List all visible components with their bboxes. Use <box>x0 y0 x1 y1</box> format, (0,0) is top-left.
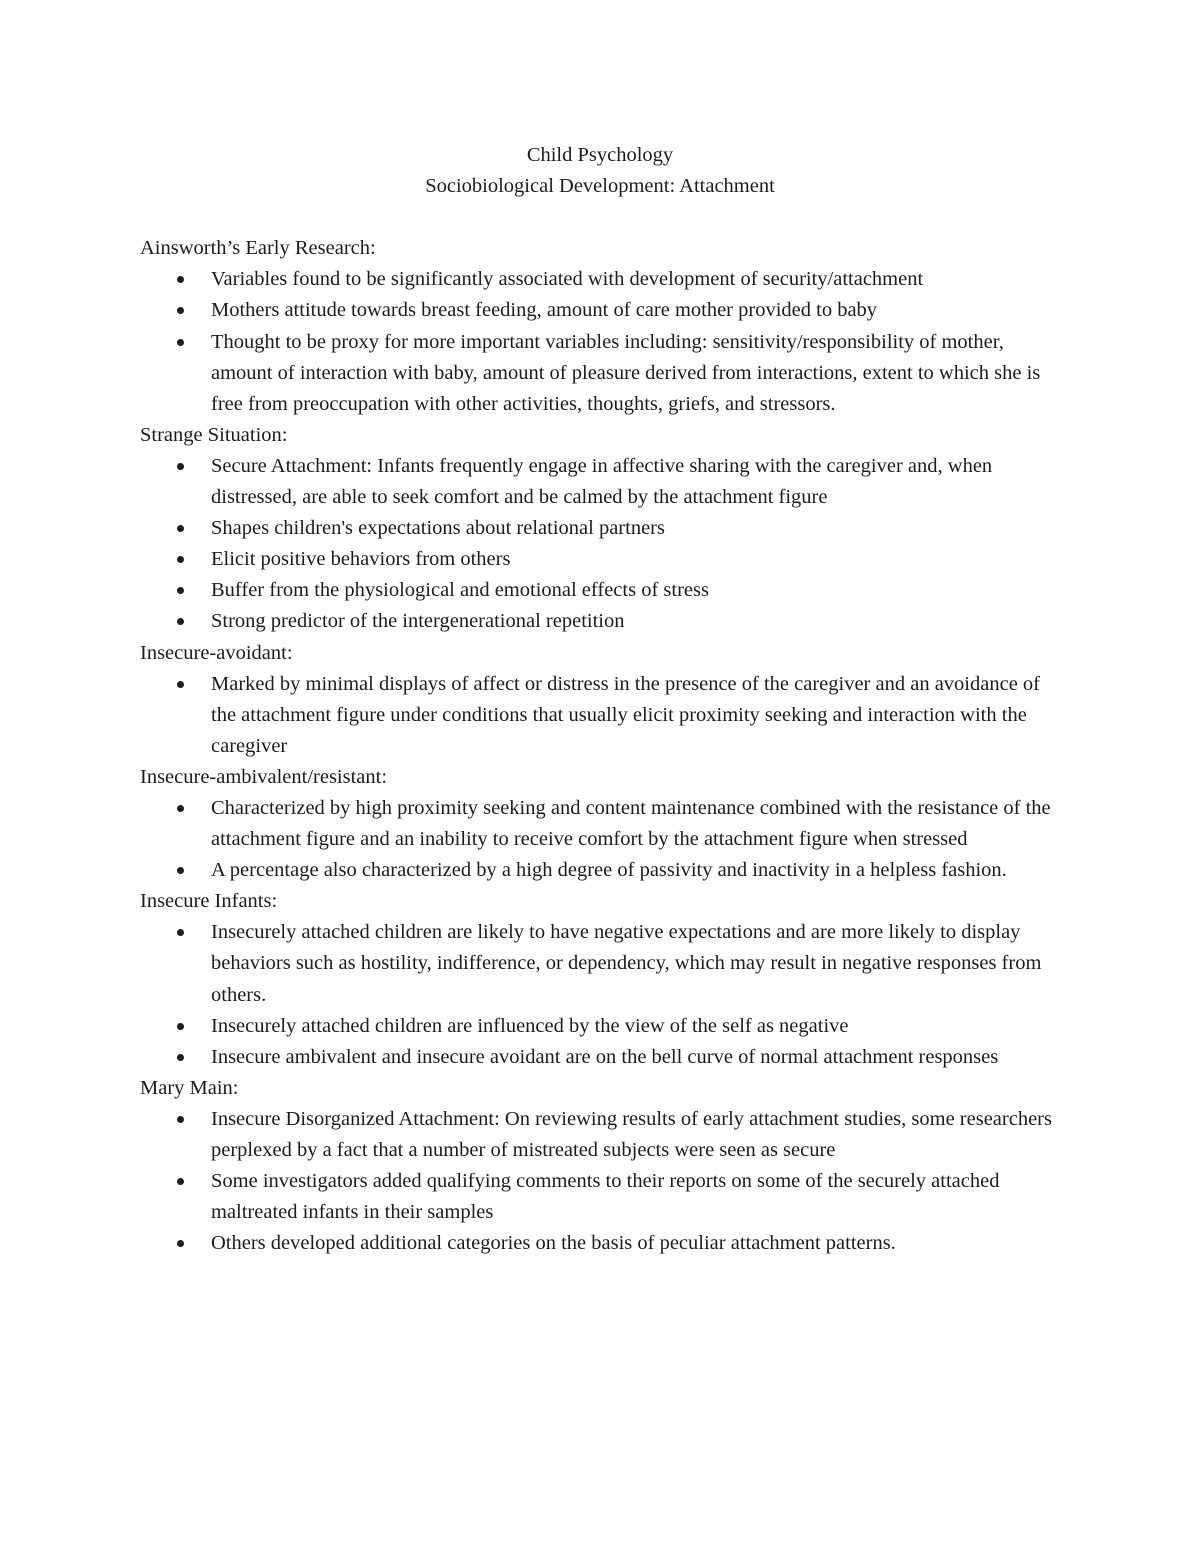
bullet-item: Secure Attachment: Infants frequently engage in affective sharing with the caregiver and, when distressed, are able to seek comfort and be calmed by the attachment figure <box>140 451 1060 513</box>
bullet-item: Strong predictor of the intergenerational repetition <box>140 606 1060 637</box>
bullet-item: Insecurely attached children are likely to have negative expectations and are more likely to display behaviors such as hostility, indifference, or dependency, which may result in negative responses from others. <box>140 917 1060 1010</box>
document-title: Child Psychology <box>526 144 674 166</box>
bullet-item: Some investigators added qualifying comments to their reports on some of the securely attached maltreated infants in their samples <box>140 1166 1060 1228</box>
bullet-item: Buffer from the physiological and emotional effects of stress <box>140 575 1060 606</box>
bullet-item: Variables found to be significantly associated with development of security/attachment <box>140 264 1060 295</box>
section-heading: Insecure-ambivalent/resistant: <box>140 765 388 788</box>
section-strange-situation <box>140 420 1060 638</box>
section-mary-main <box>140 1073 1060 1260</box>
bullet-item: Mothers attitude towards breast feeding, amount of care mother provided to baby <box>140 295 1060 326</box>
bullet-list <box>140 264 1060 419</box>
section-insecure-avoidant <box>140 638 1060 762</box>
bullet-item: Thought to be proxy for more important variables including: sensitivity/responsibility of mother, amount of interaction with baby, amount of pleasure derived from interactions, extent to which she is free from preoccupation with other activities, thoughts, griefs, and stressors. <box>140 327 1060 420</box>
section-insecure-ambivalent <box>140 762 1060 886</box>
document-subtitle: Sociobiological Development: Attachment <box>425 175 775 198</box>
section-insecure-infants <box>140 886 1060 1073</box>
blank-line <box>140 202 1060 233</box>
bullet-item: Marked by minimal displays of affect or distress in the presence of the caregiver and an avoidance of the attachment figure under conditions that usually elicit proximity seeking and interaction with the caregiver <box>140 669 1060 762</box>
bullet-list <box>140 793 1060 886</box>
bullet-item: A percentage also characterized by a high degree of passivity and inactivity in a helpless fashion. <box>140 855 1060 886</box>
section-heading: Mary Main: <box>140 1076 239 1099</box>
document-content <box>140 140 1060 1259</box>
bullet-list <box>140 917 1060 1072</box>
bullet-list <box>140 451 1060 638</box>
bullet-item: Insecurely attached children are influenced by the view of the self as negative <box>140 1011 1060 1042</box>
section-heading: Insecure Infants: <box>140 890 278 913</box>
bullet-item: Insecure Disorganized Attachment: On reviewing results of early attachment studies, some researchers perplexed by a fact that a number of mistreated subjects were seen as secure <box>140 1104 1060 1166</box>
bullet-item: Shapes children's expectations about relational partners <box>140 513 1060 544</box>
bullet-list <box>140 669 1060 762</box>
section-heading: Insecure-avoidant: <box>140 641 293 664</box>
section-heading: Strange Situation: <box>140 423 288 446</box>
bullet-list <box>140 1104 1060 1259</box>
bullet-item: Characterized by high proximity seeking and content maintenance combined with the resistance of the attachment figure and an inability to receive comfort by the attachment figure when stressed <box>140 793 1060 855</box>
bullet-item: Others developed additional categories on the basis of peculiar attachment patterns. <box>140 1228 1060 1259</box>
bullet-item: Insecure ambivalent and insecure avoidant are on the bell curve of normal attachment responses <box>140 1042 1060 1073</box>
section-ainsworth <box>140 233 1060 420</box>
title-block <box>0 140 1200 202</box>
section-heading: Ainsworth’s Early Research: <box>140 237 376 260</box>
bullet-item: Elicit positive behaviors from others <box>140 544 1060 575</box>
